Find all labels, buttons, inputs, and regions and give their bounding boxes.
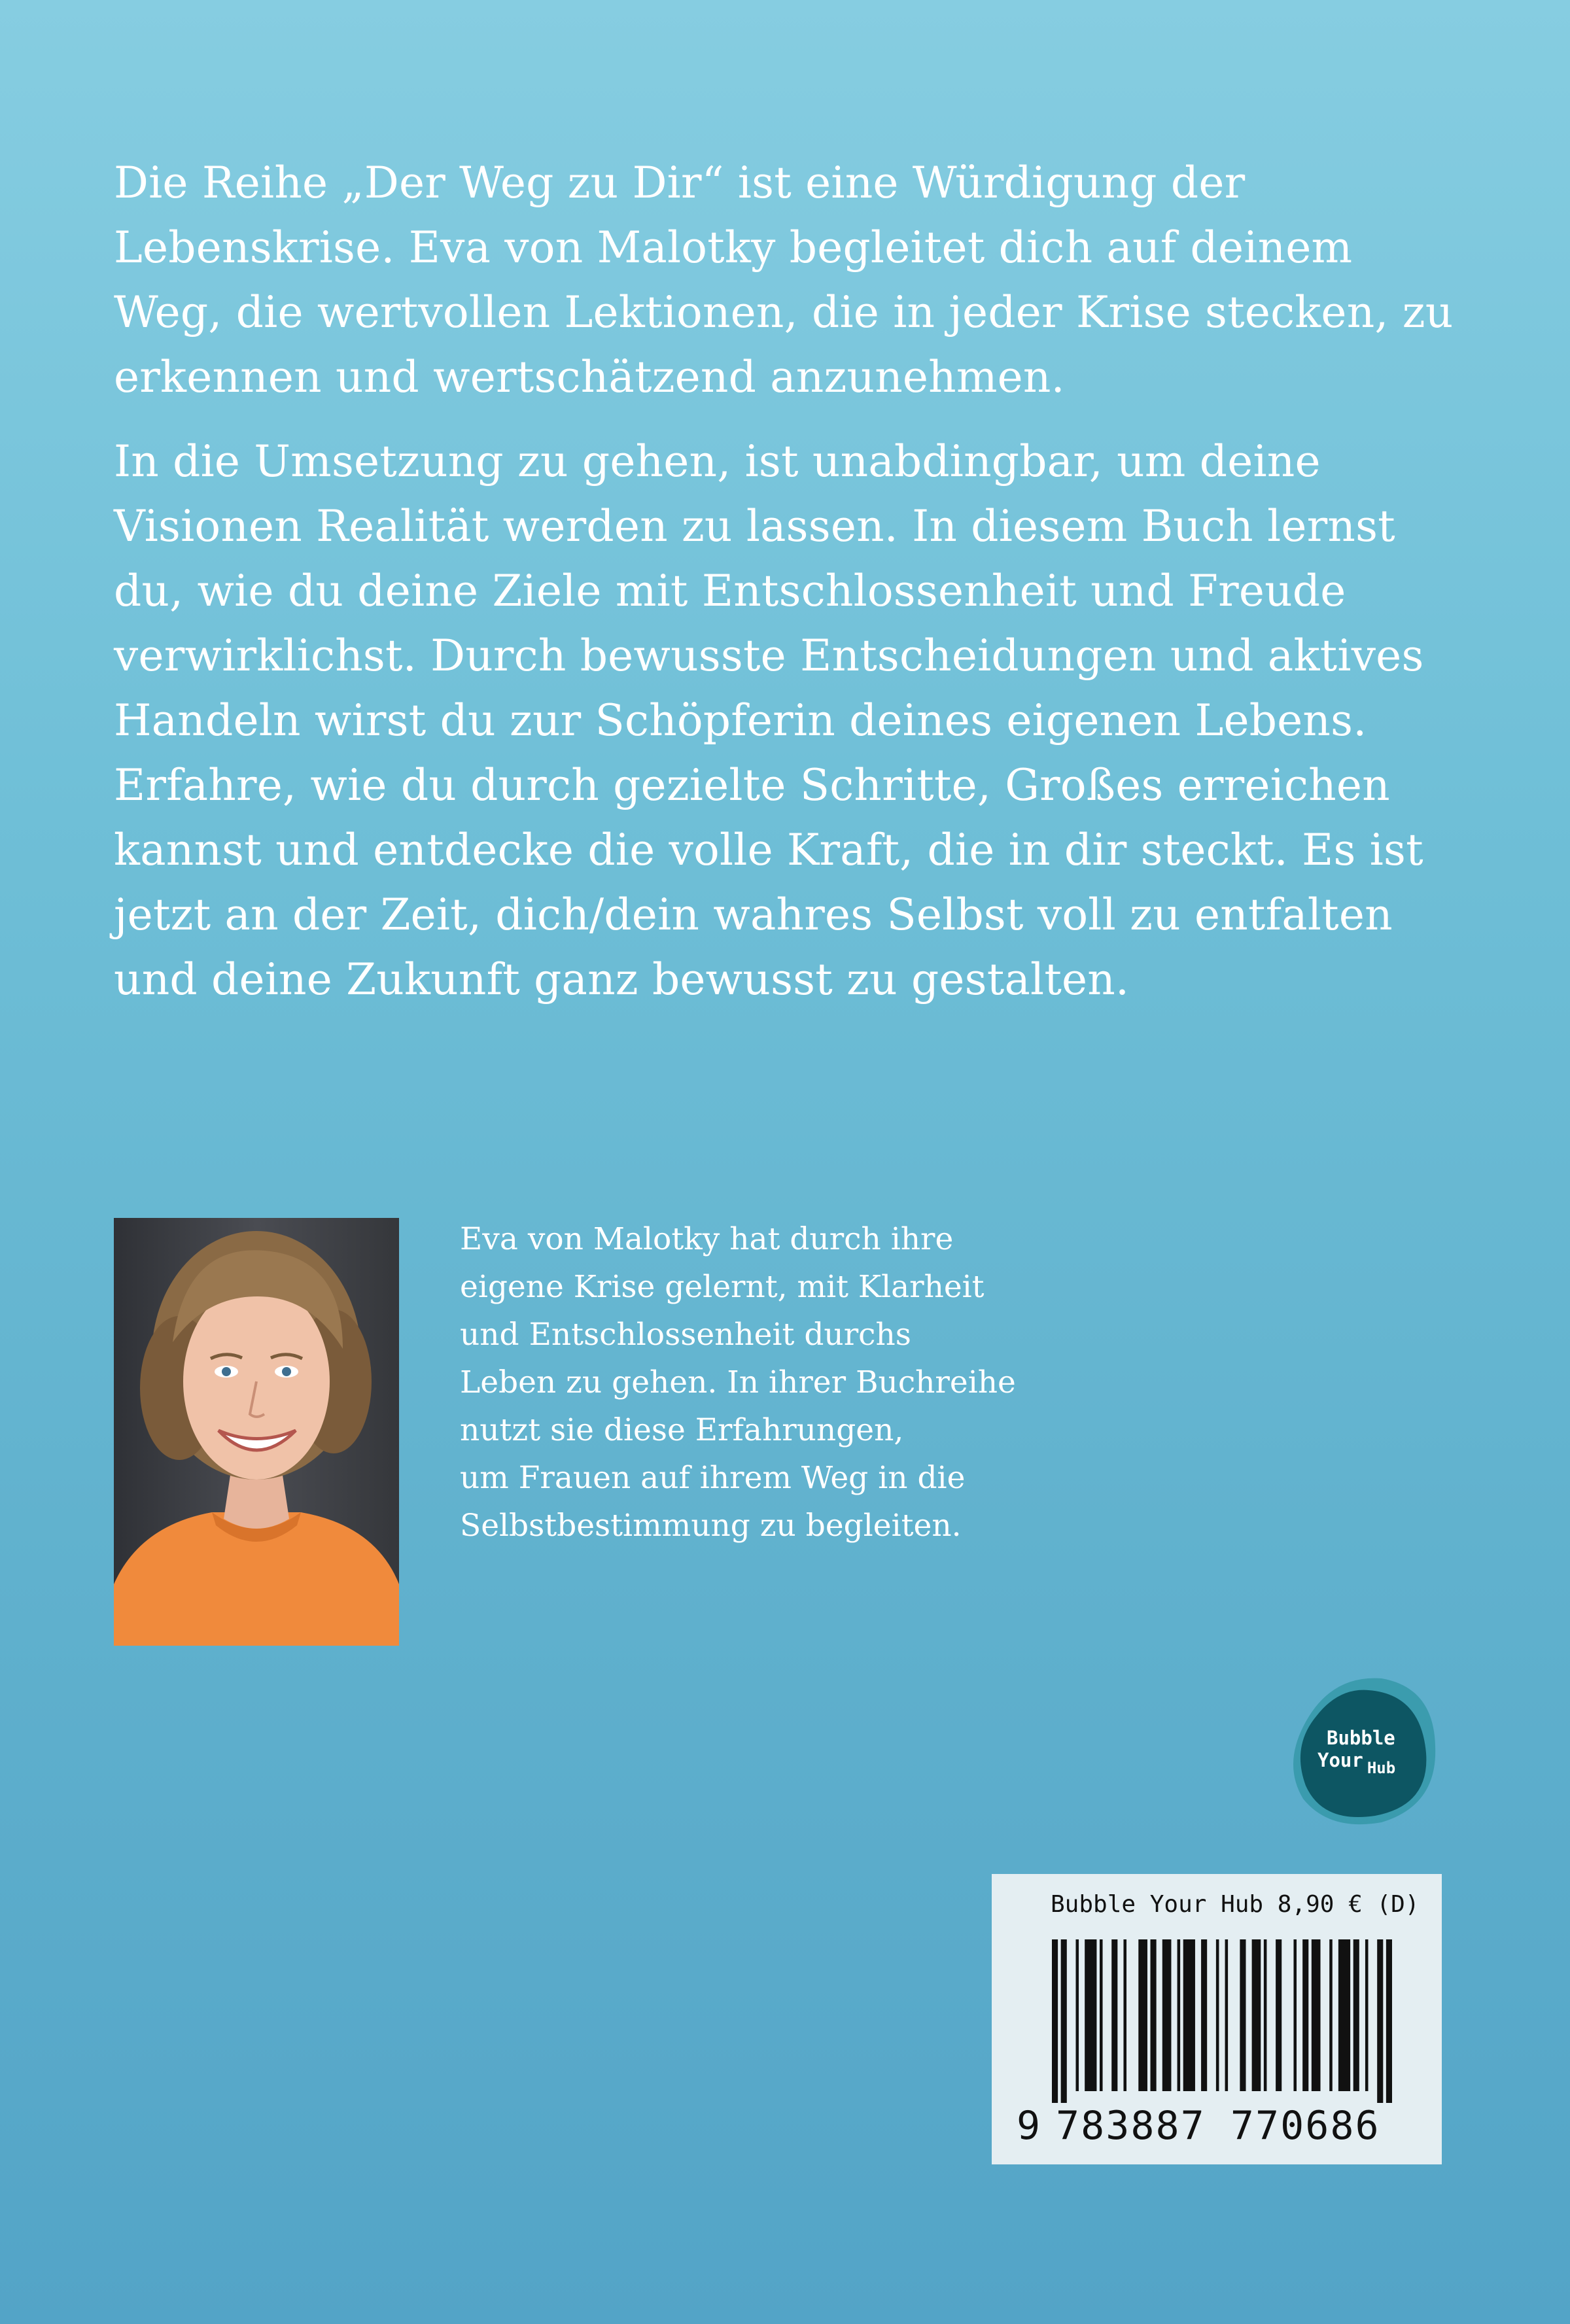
barcode-bar — [1183, 1939, 1195, 2091]
author-bio — [460, 1215, 1049, 1550]
barcode-bar — [1162, 1939, 1172, 2091]
blurb-paragraph-1: Die Reihe „Der Weg zu Dir“ ist eine Würdigung der Lebenskrise. Eva von Malotky begleitet dich auf deinem Weg, die wertvollen Lektionen, die in jeder Krise stecken, zu erkennen und wertschätzend anzunehmen. — [114, 158, 1454, 402]
barcode-bar — [1061, 1939, 1067, 2103]
isbn-first-digit: 9 — [1017, 2103, 1042, 2149]
bio-line: nutzt sie diese Erfahrungen, — [460, 1412, 904, 1448]
barcode-bar — [1264, 1939, 1267, 2091]
barcode-bar — [1201, 1939, 1207, 2091]
barcode-bar — [1312, 1939, 1321, 2091]
isbn-barcode — [1052, 1939, 1392, 2103]
barcode-bar — [1100, 1939, 1103, 2091]
barcode-bar — [1075, 1939, 1079, 2091]
barcode-bar — [1178, 1939, 1181, 2091]
barcode-bar — [1329, 1939, 1333, 2091]
bio-line: Eva von Malotky hat durch ihre — [460, 1221, 954, 1257]
barcode-bar — [1293, 1939, 1297, 2091]
barcode-bar — [1252, 1939, 1261, 2091]
barcode-bar — [1386, 1939, 1392, 2103]
barcode-bar — [1338, 1939, 1350, 2091]
barcode-bar — [1052, 1939, 1058, 2103]
bio-line: Leben zu gehen. In ihrer Buchreihe — [460, 1364, 1016, 1400]
bio-line: eigene Krise gelernt, mit Klarheit — [460, 1269, 985, 1305]
barcode-panel — [992, 1874, 1442, 2164]
barcode-bar — [1302, 1939, 1308, 2091]
author-photo — [114, 1218, 399, 1646]
barcode-bar — [1151, 1939, 1157, 2091]
isbn-group-2: 770686 — [1230, 2103, 1380, 2149]
bio-line: und Entschlossenheit durchs — [460, 1317, 911, 1353]
barcode-bar — [1085, 1939, 1096, 2091]
barcode-bar — [1240, 1939, 1246, 2091]
logo-word-hub: Hub — [1367, 1759, 1396, 1777]
isbn-digits — [1017, 2103, 1435, 2149]
barcode-bar — [1276, 1939, 1282, 2091]
back-cover-blurb — [114, 150, 1474, 1032]
logo-word-your: Your — [1317, 1749, 1363, 1771]
barcode-bar — [1353, 1939, 1359, 2091]
barcode-bar — [1377, 1939, 1383, 2103]
barcode-bar — [1365, 1939, 1369, 2091]
barcode-bar — [1138, 1939, 1147, 2091]
price-label: Bubble Your Hub 8,90 € (D) — [1051, 1891, 1420, 1918]
barcode-bar — [1225, 1939, 1229, 2091]
bio-line: Selbstbestimmung zu begleiten. — [460, 1508, 962, 1544]
isbn-group-1: 783887 — [1056, 2103, 1206, 2149]
barcode-bar — [1216, 1939, 1219, 2091]
bio-line: um Frauen auf ihrem Weg in die — [460, 1460, 966, 1496]
barcode-bar — [1123, 1939, 1126, 2091]
blurb-paragraph-2: In die Umsetzung zu gehen, ist unabdingbar, um deine Visionen Realität werden zu lassen. In diesem Buch lernst du, wie du deine Ziele mit Entschlossenheit und Freude verwirklichst. Durch bewusste Entscheidungen und aktives Handeln wirst du zur Schöpferin deines eigenen Lebens. Erfahre, wie du durch gezielte Schritte, Großes erreichen kannst und entdecke die volle Kraft, die in dir steckt. Es ist jetzt an der Zeit, dich/dein wahres Selbst voll zu entfalten und deine Zukunft ganz bewusst zu gestalten. — [114, 436, 1424, 1005]
barcode-bar — [1111, 1939, 1117, 2091]
logo-word-bubble: Bubble — [1327, 1727, 1395, 1749]
publisher-logo — [1283, 1674, 1440, 1831]
